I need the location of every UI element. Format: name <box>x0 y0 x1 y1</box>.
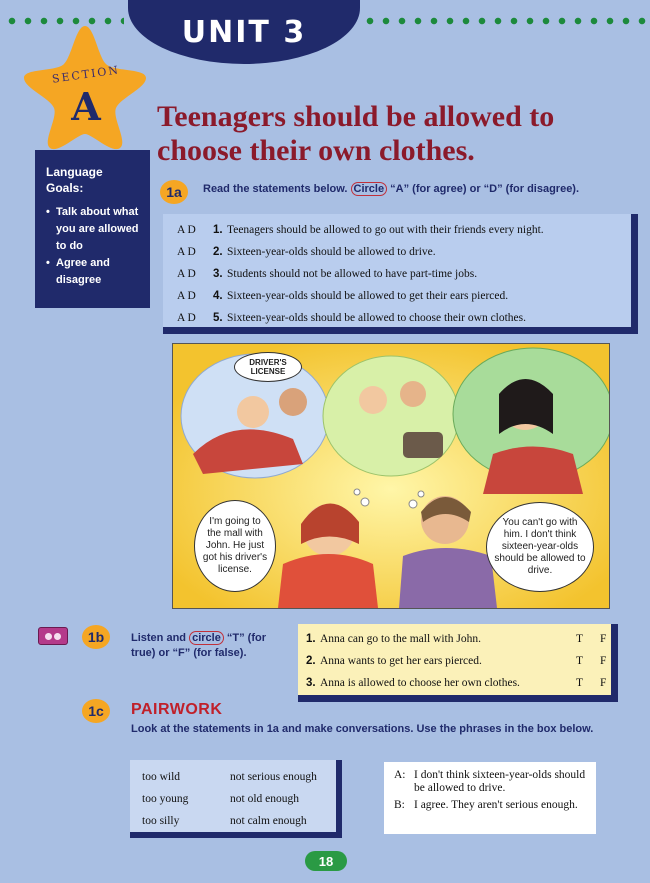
circled-word: Circle <box>351 182 388 196</box>
lesson-title: Teenagers should be allowed to choose their own clothes. <box>157 100 555 167</box>
section-label: SECTION <box>51 63 121 86</box>
dialog-line <box>394 799 590 812</box>
statement-row[interactable] <box>177 219 631 241</box>
statement-number: 5. <box>213 312 223 324</box>
item-number: 3. <box>306 677 316 689</box>
item-number: 2. <box>306 655 316 667</box>
statement-row[interactable] <box>177 241 631 263</box>
statement-text: Sixteen-year-olds should be allowed to get their ears pierced. <box>227 290 509 302</box>
unit-title: UNIT 3 <box>181 14 307 50</box>
instruction-text: “A” (for agree) or “D” (for disagree). <box>390 183 580 195</box>
true-option[interactable]: T <box>576 677 584 689</box>
agree-disagree-options[interactable]: A D <box>177 268 196 280</box>
exercise-badge-1a: 1a <box>160 180 188 204</box>
speaker-label: A: <box>394 769 406 781</box>
statement-row[interactable] <box>177 263 631 285</box>
goal-item: • Talk about what you are allowed to do <box>46 204 142 255</box>
true-option[interactable]: T <box>576 633 584 645</box>
statement-text: Students should not be allowed to have part-time jobs. <box>227 268 478 280</box>
phrase: too young <box>142 793 189 805</box>
section-letter: A <box>71 84 101 129</box>
language-goals-box <box>35 150 150 308</box>
phrase: not old enough <box>230 793 299 805</box>
true-false-box <box>298 624 618 702</box>
item-text: Anna wants to get her ears pierced. <box>320 655 482 667</box>
page-number: 18 <box>305 851 347 871</box>
true-false-row <box>306 650 611 672</box>
false-option[interactable]: F <box>600 633 607 645</box>
agree-disagree-options[interactable]: A D <box>177 246 196 258</box>
dotted-border-right <box>362 17 650 25</box>
statement-row[interactable] <box>177 307 631 329</box>
true-false-row <box>306 628 611 650</box>
exercise-badge-1b: 1b <box>82 625 110 649</box>
phrase: not calm enough <box>230 815 307 827</box>
goals-heading: Language Goals: <box>46 165 103 195</box>
dialog-text: I don't think sixteen-year-olds should be allowed to drive. <box>414 769 586 794</box>
unit-banner <box>128 0 360 64</box>
instruction-text: Listen and <box>131 632 187 644</box>
exercise-badge-1c: 1c <box>82 699 110 723</box>
sample-dialog <box>384 762 596 834</box>
false-option[interactable]: F <box>600 655 607 667</box>
item-number: 1. <box>306 633 316 645</box>
statements-box <box>163 214 638 334</box>
goal-item: • Agree and disagree <box>46 255 142 289</box>
statement-row[interactable] <box>177 285 631 307</box>
statement-number: 1. <box>213 224 223 236</box>
statement-number: 2. <box>213 246 223 258</box>
instruction-1c: Look at the statements in 1a and make conversations. Use the phrases in the box below. <box>131 723 594 735</box>
agree-disagree-options[interactable]: A D <box>177 224 196 236</box>
phrase: too silly <box>142 815 180 827</box>
speaker-label: B: <box>394 799 405 811</box>
goals-list <box>46 204 142 289</box>
speech-bubble-right: You can't go with him. I don't think sixteen-year-olds should be allowed to drive. <box>486 502 594 592</box>
cassette-icon[interactable] <box>38 627 68 645</box>
instruction-1b <box>131 631 281 661</box>
statement-text: Teenagers should be allowed to go out with their friends every night. <box>227 224 544 236</box>
statement-number: 4. <box>213 290 223 302</box>
true-option[interactable]: T <box>576 655 584 667</box>
pairwork-heading: PAIRWORK <box>131 701 223 718</box>
statement-number: 3. <box>213 268 223 280</box>
phrase: not serious enough <box>230 771 317 783</box>
item-text: Anna can go to the mall with John. <box>320 633 481 645</box>
true-false-row <box>306 672 611 694</box>
speech-bubble-left: I'm going to the mall with John. He just got his driver's license. <box>194 500 276 592</box>
license-thought-bubble: DRIVER'S LICENSE <box>234 352 302 382</box>
agree-disagree-options[interactable]: A D <box>177 312 196 324</box>
statement-text: Sixteen-year-olds should be allowed to drive. <box>227 246 436 258</box>
dialog-line <box>394 769 590 795</box>
circled-word: circle <box>189 631 224 645</box>
false-option[interactable]: F <box>600 677 607 689</box>
instruction-text: “T” (for true) or “F” (for false). <box>131 632 266 659</box>
instruction-text: Read the statements below. <box>203 183 348 195</box>
item-text: Anna is allowed to choose her own clothes. <box>320 677 520 689</box>
phrases-box <box>130 760 342 838</box>
instruction-1a <box>203 182 623 197</box>
statement-text: Sixteen-year-olds should be allowed to choose their own clothes. <box>227 312 527 324</box>
dialog-text: I agree. They aren't serious enough. <box>414 799 578 811</box>
agree-disagree-options[interactable]: A D <box>177 290 196 302</box>
phrase: too wild <box>142 771 181 783</box>
